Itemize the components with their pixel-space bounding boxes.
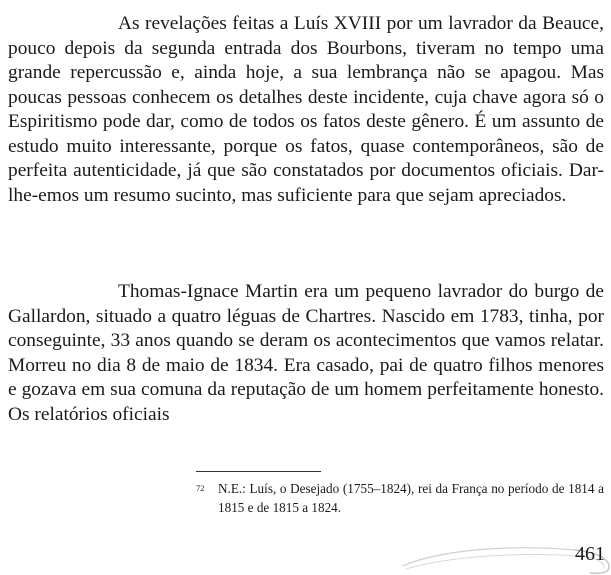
footnote <box>196 479 606 517</box>
body-paragraph-2: Thomas-Ignace Martin era um pequeno lavrador do burgo de Gallardon, situado a quatro léguas de Chartres. Nascido em 1783, tinha, por conseguinte, 33 anos quando se deram os acontecimentos que vamos relatar. Morreu no dia 8 de maio de 1834. Era casado, pai de quatro filhos menores e gozava em sua comuna da reputação de um homem perfeitamente honesto. Os relatórios oficiais <box>8 281 604 425</box>
footnote-text: N.E.: Luís, o Desejado (1755–1824), rei da França no período de 1814 a 1815 e de 1815 a 1824. <box>218 481 604 515</box>
page-number: 461 <box>575 543 605 565</box>
footnote-separator <box>196 471 321 472</box>
body-paragraph-1: As revelações feitas a Luís XVIII por um lavrador da Beauce, pouco depois da segunda entrada dos Bourbons, tiveram no tempo uma grande repercussão e, ainda hoje, a sua lembrança não se apagou. Mas poucas pessoas conhecem os detalhes deste incidente, cuja chave agora só o Espiritismo pode dar, como de todos os fatos deste gênero. É um assunto de estudo muito interessante, porque os fatos, quase contemporâneos, são de perfeita autenticidade, já que são constatados por documentos oficiais. Dar-lhe-emos um resumo sucinto, mas suficiente para que sejam apreciados. <box>8 13 604 206</box>
footnote-number: 72 <box>196 483 205 493</box>
